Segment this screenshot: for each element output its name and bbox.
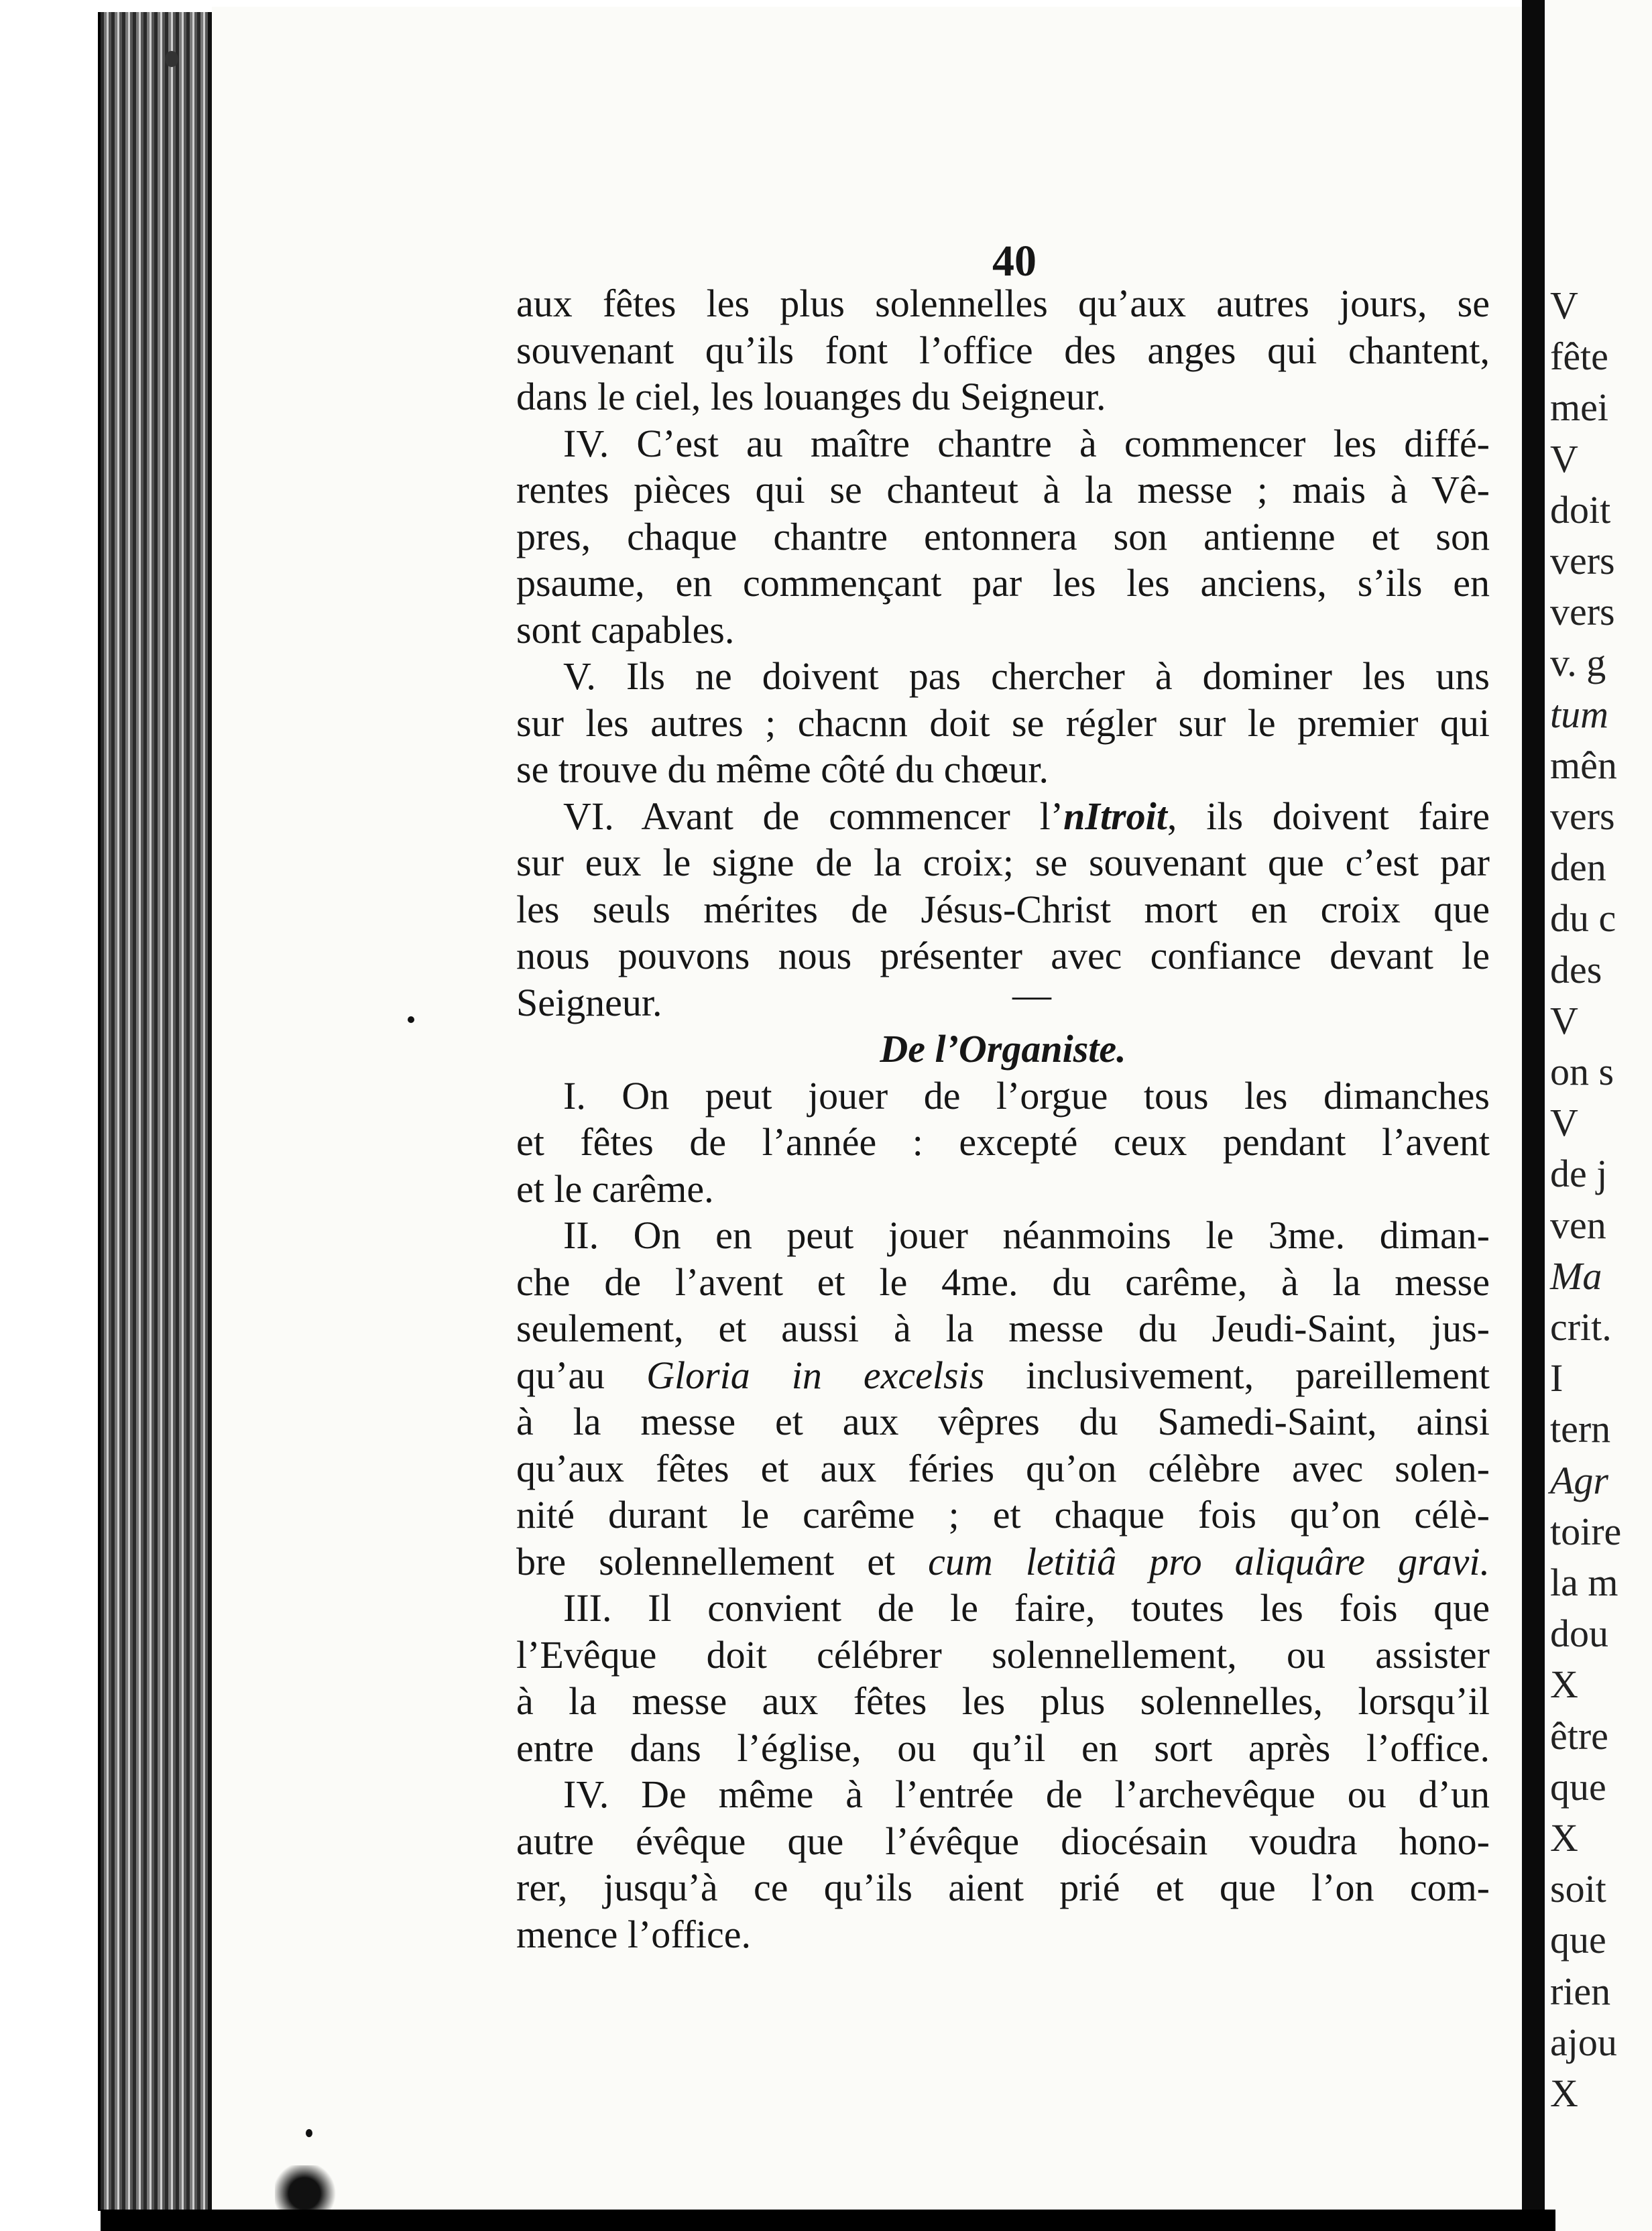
next-page-fragment: rien [1550,1969,1611,2013]
next-page-fragment: de j [1550,1152,1608,1196]
text-line-content: se trouve du même côté du chœur. [516,747,1049,791]
text-line-content: seulement, et aussi à la messe du Jeudi-Saint, jus- [516,1307,1490,1350]
text-line-content: VI. Avant de commencer l’ [563,794,1064,838]
text-line [516,607,1490,654]
text-line-content: II. On en peut jouer néanmoins le 3me. diman- [563,1213,1490,1257]
text-line-content: sont capables. [516,607,735,652]
text-line [516,1119,1490,1166]
text-line-content: souvenant qu’ils font l’office des anges qui chantent, [516,328,1490,372]
text-line-content: nous pouvons nous présenter avec confiance devant le [516,934,1490,977]
text-line-content: IV. De même à l’entrée de l’archevêque ou d’un [563,1772,1490,1816]
text-line-content: et fêtes de l’année : excepté ceux pendant l’avent [516,1120,1490,1164]
text-line-content: et le carême. [516,1166,714,1211]
text-line-rest: , ils doivent faire [1167,794,1490,838]
next-page-fragment: vers [1550,539,1615,583]
next-page-fragment: v. g [1550,641,1606,685]
next-page-fragment: la m [1550,1561,1618,1604]
text-line [516,280,1490,327]
italic-phrase: cum letitiâ pro aliquâre gravi. [928,1539,1490,1583]
text-line [516,1678,1490,1725]
text-line [516,1166,1490,1213]
text-line [516,1492,1490,1539]
page-text [516,280,1490,1957]
text-line-content: rer, jusqu’à ce qu’ils aient prié et que l’on com- [516,1866,1490,1909]
text-line [516,1073,1490,1120]
text-line-content: che de l’avent et le 4me. du carême, à la messe [516,1260,1490,1304]
next-page-fragment: toire [1550,1509,1622,1553]
section-heading [516,1026,1490,1073]
text-line-content: les seuls mérites de Jésus-Christ mort en croix que [516,887,1490,931]
page-speck [165,51,178,67]
page-speck [408,1016,414,1023]
next-page-fragment: V [1550,284,1578,327]
text-line-content: à la messe et aux vêpres du Samedi-Saint, ainsi [516,1400,1490,1443]
text-line-content: psaume, en commençant par les les anciens, s’ils en [516,561,1490,605]
text-line [516,420,1490,467]
text-line [516,1632,1490,1679]
next-page-fragment: fête [1550,335,1608,379]
next-page-fragment: I [1550,1356,1564,1400]
text-line-content: IV. C’est au maître chantre à commencer les diffé- [563,421,1490,465]
text-line [516,1352,1490,1399]
text-line [516,1445,1490,1492]
text-line [516,1585,1490,1632]
next-page-fragment: que [1550,1764,1606,1809]
book-page-edges [101,12,212,2211]
next-page-fragment: X [1550,1816,1578,1860]
page-bottom-edge [101,2210,1555,2231]
text-line [516,1911,1490,1958]
text-line-content: dans le ciel, les louanges du Seigneur. [516,375,1106,418]
text-line [516,1539,1490,1585]
text-line-content: qu’au [516,1353,647,1397]
next-page-fragment: V [1550,436,1578,481]
text-line-content: qu’aux fêtes et aux féries qu’on célèbre avec solen- [516,1446,1490,1490]
text-line [516,1818,1490,1865]
next-page-fragment: doit [1550,487,1611,532]
text-line-content: V. Ils ne doivent pas chercher à dominer les uns [563,654,1490,698]
text-line [516,327,1490,374]
text-line-content: bre solennellement et [516,1539,929,1583]
italic-phrase: Gloria in excelsis [646,1353,985,1397]
text-line [516,373,1490,420]
text-line-content: pres, chaque chantre entonnera son antienne et son [516,514,1490,558]
text-line-rest: inclusivement, pareillement [984,1353,1490,1397]
text-line [516,1259,1490,1306]
next-page-fragment: ven [1550,1203,1606,1247]
separator-dash: — [1012,972,1051,1016]
text-line [516,932,1490,979]
text-line-content: I. On peut jouer de l’orgue tous les dimanches [563,1073,1490,1118]
text-line-content: De l’Organiste. [880,1027,1126,1071]
next-page-fragment: des [1550,947,1602,991]
next-page-fragment: mên [1550,743,1617,787]
next-page-fragment: vers [1550,590,1615,634]
next-page-fragment: on s [1550,1050,1614,1093]
next-page-fragment: dou [1550,1612,1608,1656]
next-page-fragment: être [1550,1713,1608,1758]
next-page-fragment: mei [1550,385,1608,430]
text-line [516,560,1490,607]
next-page-fragment: V [1550,1101,1578,1145]
text-line-content: III. Il convient de le faire, toutes les fois que [563,1586,1490,1630]
text-line [516,746,1490,793]
next-page-fragment: V [1550,998,1578,1042]
page-speck [306,2129,312,2137]
ink-blot [275,2165,349,2212]
next-page-fragment: soit [1550,1867,1606,1911]
next-page-fragment: que [1550,1918,1606,1962]
italic-phrase: nItroit [1063,794,1167,838]
text-line-content: entre dans l’église, ou qu’il en sort après l’office. [516,1726,1490,1770]
text-line-content: sur eux le signe de la croix; se souvenant que c’est par [516,841,1490,884]
text-line [516,467,1490,514]
text-line [516,1725,1490,1772]
next-page-fragment: crit. [1550,1305,1612,1349]
next-page-fragment: X [1550,1663,1578,1707]
next-page-fragment: du c [1550,896,1616,941]
next-page-fragment: tum [1550,692,1608,736]
text-line [516,1398,1490,1445]
text-line-content: aux fêtes les plus solennelles qu’aux autres jours, se [516,282,1490,325]
next-page-fragment: Ma [1550,1254,1602,1298]
next-page-fragment: tern [1550,1407,1611,1451]
text-line-content: nité durant le carême ; et chaque fois qu’on célè- [516,1493,1490,1536]
next-page-fragment: den [1550,845,1606,890]
page-gutter [1522,0,1545,2231]
text-line [516,793,1490,840]
next-page-fragment: Agr [1550,1458,1608,1502]
text-line-content: autre évêque que l’évêque diocésain voudra hono- [516,1819,1490,1863]
text-line [516,1212,1490,1259]
text-line-content: mence l’office. [516,1912,751,1956]
text-line-content: l’Evêque doit célébrer solennellement, ou assister [516,1632,1490,1677]
text-line [516,886,1490,933]
next-page-margin [1545,0,1652,2231]
page-number: 40 [992,237,1037,286]
text-line-content: rentes pièces qui se chanteut à la messe ; mais à Vê- [516,468,1490,511]
text-line-content: à la messe aux fêtes les plus solennelles, lorsqu’il [516,1679,1490,1723]
text-line [516,653,1490,700]
next-page-fragment: X [1550,2071,1578,2115]
text-line-content: sur les autres ; chacnn doit se régler sur le premier qui [516,701,1490,745]
text-line [516,839,1490,886]
text-line [516,514,1490,560]
text-line [516,700,1490,747]
text-line [516,1305,1490,1352]
text-line [516,1864,1490,1911]
text-line [516,972,1490,1026]
next-page-fragment: vers [1550,794,1615,838]
next-page-fragment: ajou [1550,2020,1617,2064]
text-line [516,1771,1490,1818]
text-line-content: Seigneur. [516,980,662,1024]
